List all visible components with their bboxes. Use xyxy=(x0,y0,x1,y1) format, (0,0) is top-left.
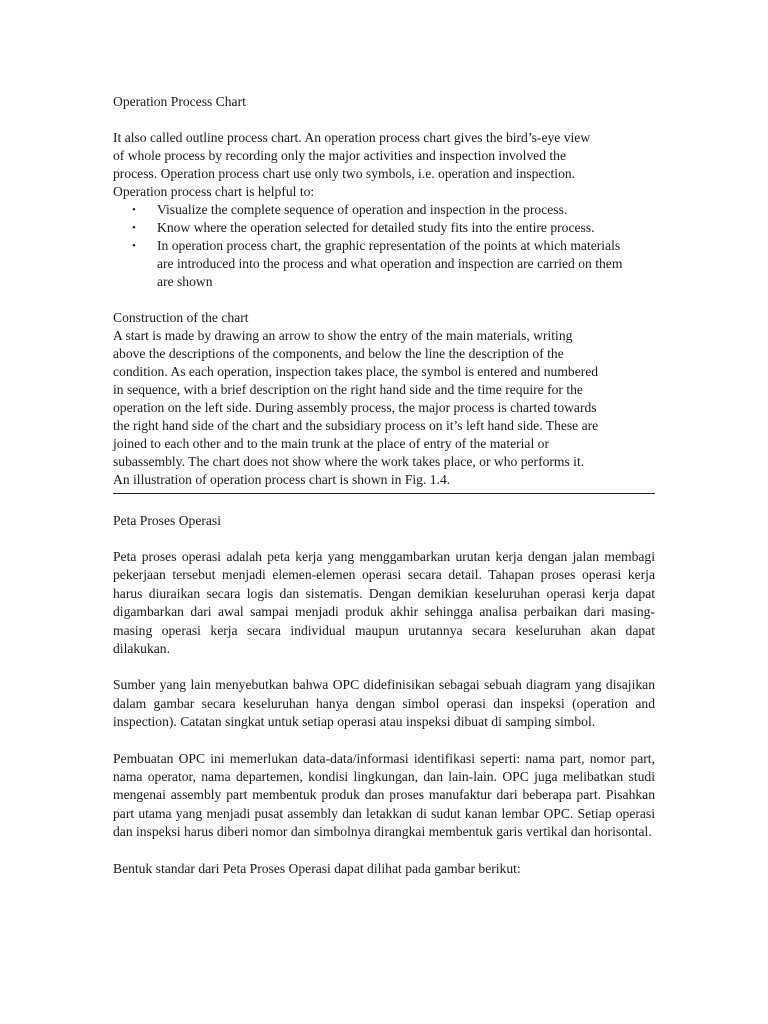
section-title-peta-proses-operasi: Peta Proses Operasi xyxy=(113,513,221,528)
construction-line: An illustration of operation process chart is shown in Fig. 1.4. xyxy=(113,472,451,487)
construction-line: A start is made by drawing an arrow to show the entry of the main materials, writing xyxy=(113,328,573,343)
list-item-text: Know where the operation selected for detailed study fits into the entire process. xyxy=(157,220,595,235)
list-item-text: In operation process chart, the graphic representation of the points at which materials are introduced into the process and what operation and inspection are carried on them are shown xyxy=(157,238,623,289)
document-content xyxy=(113,93,655,878)
section-title-construction: Construction of the chart xyxy=(113,310,249,325)
construction-line: in sequence, with a brief description on the right hand side and the time require for the xyxy=(113,382,583,397)
paragraph-sumber: Sumber yang lain menyebutkan bahwa OPC didefinisikan sebagai sebuah diagram yang disajikan dalam gambar secara keseluruhan hanya dengan simbol operasi dan inspeksi (operation and inspection). Catatan singkat untuk setiap operasi atau inspeksi dibuat di samping simbol. xyxy=(113,677,655,730)
list-item xyxy=(113,201,655,219)
paragraph-pembuatan-opc: Pembuatan OPC ini memerlukan data-data/informasi identifikasi seperti: nama part, nomor part, nama operator, nama departemen, kondisi lingkungan, dan lain-lain. OPC juga melibatkan studi mengenai assembly part membentuk produk dan proses manufaktur dari beberapa part. Pisahkan part utama yang menjadi pusat assembly dan letakkan di sudut kanan lembar OPC. Setiap operasi dan inspeksi harus diberi nomor dan simbolnya dirangkai membentuk garis vertikal dan horisontal. xyxy=(113,750,655,840)
construction-line: condition. As each operation, inspection takes place, the symbol is entered and numbered xyxy=(113,364,599,379)
paragraph-peta-proses: Peta proses operasi adalah peta kerja yang menggambarkan urutan kerja dengan jalan membagi pekerjaan tersebut menjadi elemen-elemen operasi secara detail. Tahapan proses operasi kerja harus diuraikan secara logis dan sistematis. Dengan demikian keseluruhan operasi kerja dapat digambarkan dari awal sampai menjadi produk akhir sehingga analisa perbaikan dari masing-masing operasi kerja secara individual maupun urutannya secara keseluruhan akan dapat dilakukan. xyxy=(113,549,655,657)
construction-line: operation on the left side. During assembly process, the major process is charted towards xyxy=(113,400,597,415)
intro-line: It also called outline process chart. An operation process chart gives the bird’s-eye view xyxy=(113,130,591,145)
bullet-icon: • xyxy=(132,240,136,252)
construction-line: joined to each other and to the main trunk at the place of entry of the material or xyxy=(113,436,549,451)
bullet-icon: • xyxy=(132,222,136,234)
paragraph-bentuk-standar: Bentuk standar dari Peta Proses Operasi dapat dilihat pada gambar berikut: xyxy=(113,860,521,876)
intro-line: Operation process chart is helpful to: xyxy=(113,184,315,199)
bullet-icon: • xyxy=(132,204,136,216)
list-item xyxy=(113,237,655,291)
intro-line: of whole process by recording only the major activities and inspection involved the xyxy=(113,148,567,163)
construction-line: above the descriptions of the components, and below the line the description of the xyxy=(113,346,564,361)
list-item xyxy=(113,219,655,237)
bullet-list xyxy=(113,201,655,291)
intro-line: process. Operation process chart use only two symbols, i.e. operation and inspection. xyxy=(113,166,576,181)
list-item-text: Visualize the complete sequence of operation and inspection in the process. xyxy=(157,202,568,217)
section-title-operation-process-chart: Operation Process Chart xyxy=(113,94,246,109)
construction-line: subassembly. The chart does not show where the work takes place, or who performs it. xyxy=(113,454,585,469)
construction-line: the right hand side of the chart and the subsidiary process on it’s left hand side. These are xyxy=(113,418,599,433)
